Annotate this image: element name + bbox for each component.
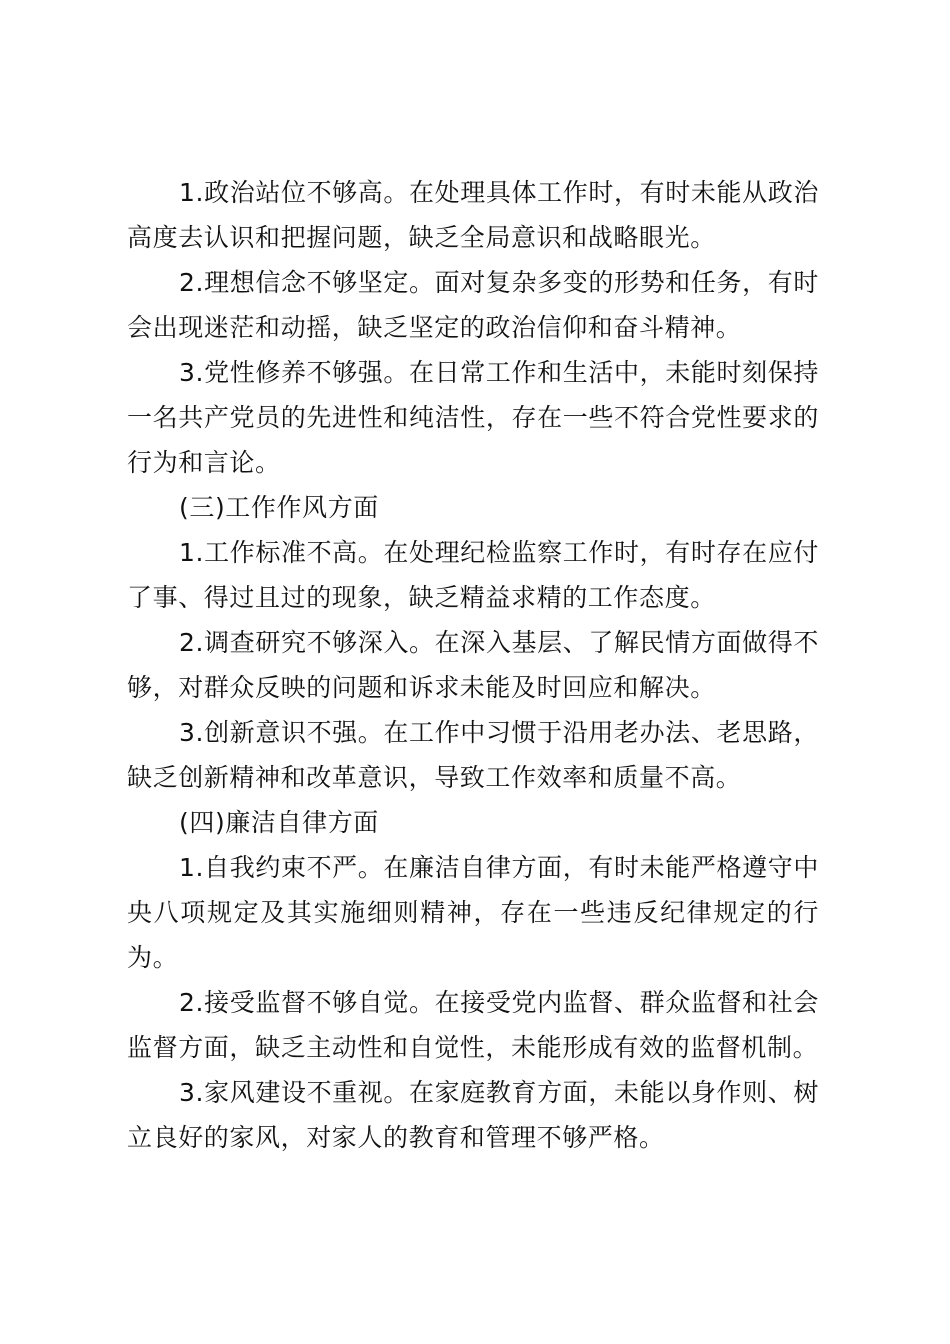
- paragraph-party-spirit: 3.党性修养不够强。在日常工作和生活中，未能时刻保持一名共产党员的先进性和纯洁性，存在一些不符合党性要求的行为和言论。: [127, 358, 819, 477]
- paragraph-family-style: 3.家风建设不重视。在家庭教育方面，未能以身作则、树立良好的家风，对家人的教育和管理不够严格。: [127, 1078, 819, 1152]
- paragraph-ideals-beliefs: 2.理想信念不够坚定。面对复杂多变的形势和任务，有时会出现迷茫和动摇，缺乏坚定的政治信仰和奋斗精神。: [127, 268, 819, 342]
- section-heading-integrity: (四)廉洁自律方面: [179, 808, 379, 837]
- paragraph-investigation-research: 2.调查研究不够深入。在深入基层、了解民情方面做得不够，对群众反映的问题和诉求未能及时回应和解决。: [127, 628, 819, 702]
- paragraph-work-standards: 1.工作标准不高。在处理纪检监察工作时，有时存在应付了事、得过且过的现象，缺乏精益求精的工作态度。: [127, 538, 819, 612]
- paragraph-innovation: 3.创新意识不强。在工作中习惯于沿用老办法、老思路，缺乏创新精神和改革意识，导致工作效率和质量不高。: [127, 718, 819, 792]
- paragraph-supervision: 2.接受监督不够自觉。在接受党内监督、群众监督和社会监督方面，缺乏主动性和自觉性，未能形成有效的监督机制。: [127, 988, 819, 1062]
- paragraph-political-stance: 1.政治站位不够高。在处理具体工作时，有时未能从政治高度去认识和把握问题，缺乏全局意识和战略眼光。: [127, 178, 819, 252]
- paragraph-self-discipline: 1.自我约束不严。在廉洁自律方面，有时未能严格遵守中央八项规定及其实施细则精神，存在一些违反纪律规定的行为。: [127, 853, 819, 972]
- section-heading-work-style: (三)工作作风方面: [179, 493, 379, 522]
- document-body: [127, 170, 819, 1160]
